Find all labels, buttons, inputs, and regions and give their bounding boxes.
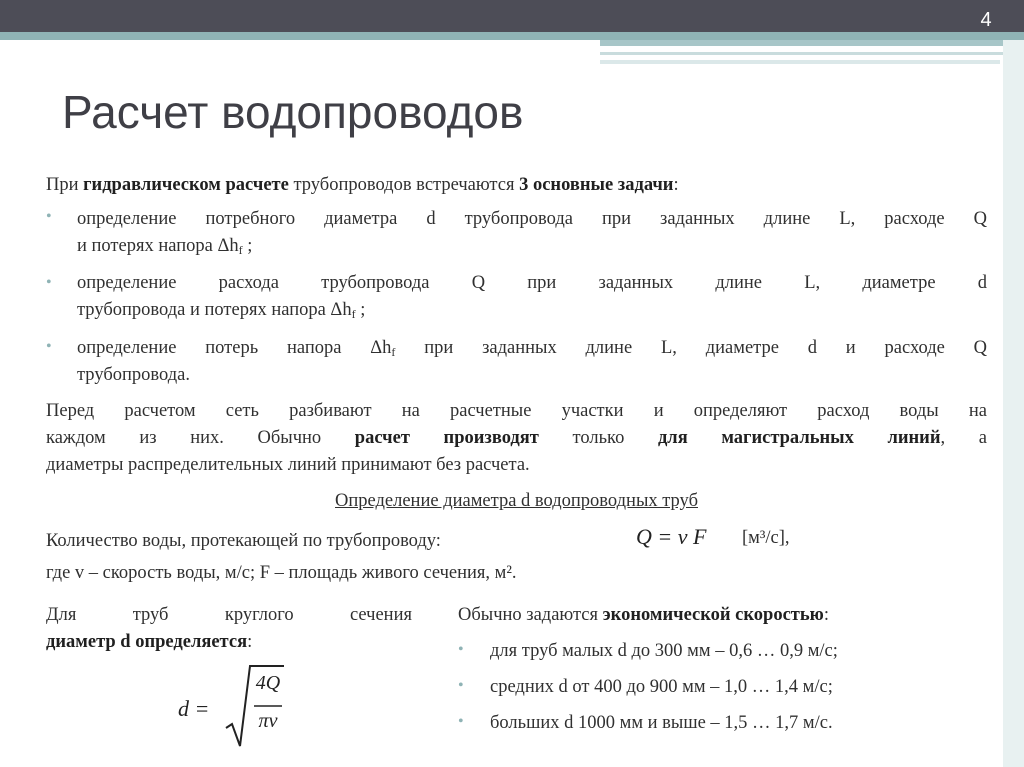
accent-stripe	[0, 32, 1024, 40]
diameter-formula-lhs: d =	[178, 696, 210, 721]
formula-denominator: πv	[258, 710, 278, 732]
flow-label: Количество воды, протекающей по трубопроводу:	[46, 531, 441, 551]
slide-number: 4	[980, 9, 992, 31]
flow-where: где v – скорость воды, м/с; F – площадь живого сечения, м².	[46, 563, 517, 583]
formula-numerator: 4Q	[255, 672, 281, 694]
flow-units: [м³/с],	[742, 528, 790, 548]
bullet-icon: •	[458, 677, 464, 694]
flow-formula: Q = v F	[636, 524, 707, 549]
slide-title: Расчет водопроводов	[62, 86, 524, 138]
accent-stripe	[600, 52, 1020, 55]
bullet-item: определение потерь напора $\Delta h_f$ при заданных длине L, диаметре d и расходе Q	[77, 338, 988, 359]
accent-stripe	[600, 60, 1000, 64]
bullet-item: определение потребного диаметра d трубопровода при заданных длине L, расходе Q	[77, 209, 987, 229]
bullet-icon: •	[458, 713, 464, 730]
speed-item: больших d 1000 мм и выше – 1,5 … 1,7 м/с.	[490, 713, 833, 733]
bullet-item-cont: трубопровода и потерях напора $\Delta h_f$ ;	[77, 300, 366, 321]
diameter-text: Для труб круглого сечения	[46, 605, 412, 625]
bullet-icon: •	[46, 208, 52, 225]
bullet-item: определение расхода трубопровода Q при заданных длине L, диаметре d	[77, 273, 987, 293]
paragraph-line: Перед расчетом сеть разбивают на расчетные участки и определяют расход воды на	[46, 401, 987, 421]
bullet-icon: •	[46, 274, 52, 291]
diameter-text: диаметр d определяется:	[46, 632, 253, 652]
speed-item: для труб малых d до 300 мм – 0,6 … 0,9 м/с;	[490, 641, 838, 661]
bullet-icon: •	[458, 641, 464, 658]
paragraph-line: каждом из них. Обычно расчет производят только для магистральных линий, а	[46, 428, 987, 448]
bullet-icon: •	[46, 338, 52, 355]
intro-text: При гидравлическом расчете трубопроводов встречаются 3 основные задачи:	[46, 175, 679, 195]
side-panel	[1003, 40, 1024, 767]
bullet-item-cont: трубопровода.	[77, 365, 190, 385]
accent-stripe	[600, 40, 1024, 46]
section-subheading: Определение диаметра d водопроводных труб	[335, 491, 698, 511]
speed-item: средних d от 400 до 900 мм – 1,0 … 1,4 м/с;	[490, 677, 833, 697]
top-bar	[0, 0, 1024, 32]
economic-speed-intro: Обычно задаются экономической скоростью:	[458, 605, 829, 625]
paragraph-line: диаметры распределительных линий принимают без расчета.	[46, 455, 530, 475]
bullet-item-cont: и потерях напора $\Delta h_f$ ;	[77, 236, 253, 257]
